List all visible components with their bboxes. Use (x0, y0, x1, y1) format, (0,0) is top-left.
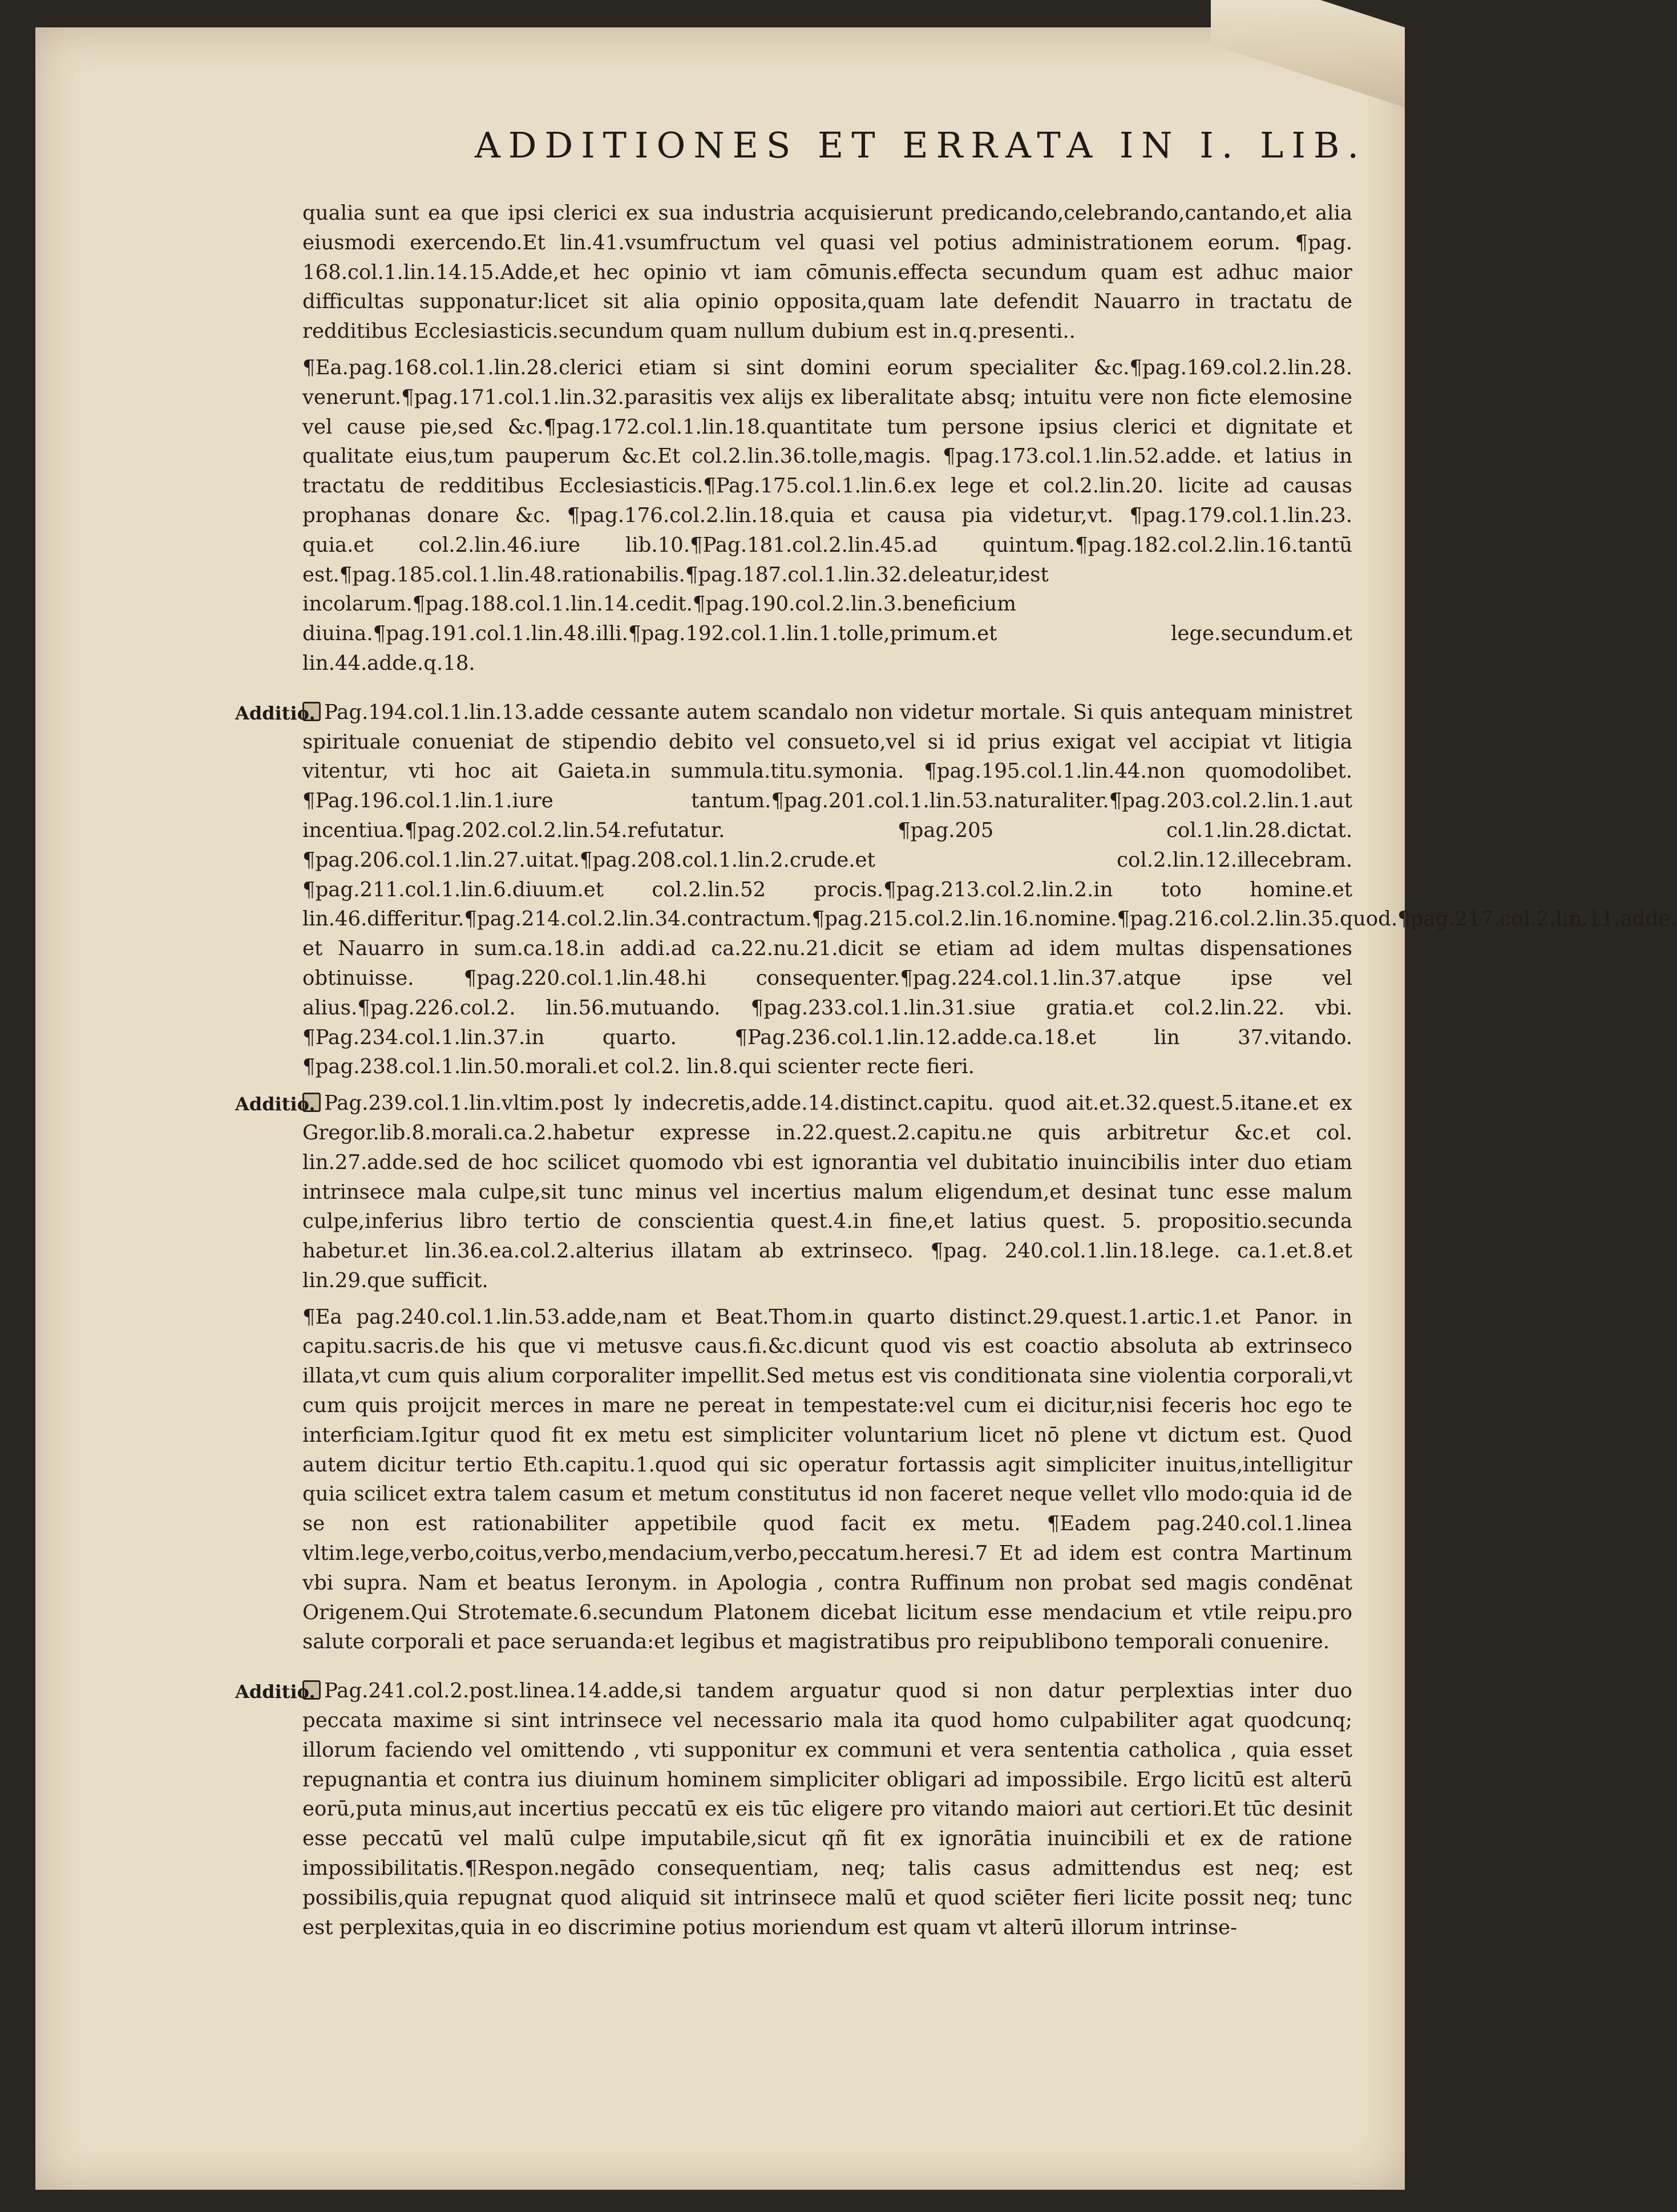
margin-label-additio: Additio. (235, 1093, 316, 1115)
addition-block-1 (235, 698, 1677, 1082)
opening-paragraph-2: ¶Ea.pag.168.col.1.lin.28.clerici etiam si sint domini eorum specialiter &c.¶pag.169.col.2.lin.28. venerunt.¶pag.171.col.1.lin.32.parasitis vex alijs ex liberalitate absq; intuitu vere non ficte elemosine vel cause pie,sed &c.¶pag.172.col.1.lin.18.quantitate tum persone ipsius clerici et dignitate et qualitate eius,tum pauperum &c.Et col.2.lin.36.tolle,magis. ¶pag.173.col.1.lin.52.adde. et latius in tractatu de redditibus Ecclesiasticis.¶Pag.175.col.1.lin.6.ex lege et col.2.lin.20. licite ad causas prophanas donare &c. ¶pag.176.col.2.lin.18.quia et causa pia videtur,vt. ¶pag.179.col.1.lin.23. quia.et col.2.lin.46.iure lib.10.¶Pag.181.col.2.lin.45.ad quintum.¶pag.182.col.2.lin.16.tantū est.¶pag.185.col.1.lin.48.rationabilis.¶pag.187.col.1.lin.32.deleatur,idest incolarum.¶pag.188.col.1.lin.14.cedit.¶pag.190.col.2.lin.3.beneficium diuina.¶pag.191.col.1.lin.48.illi.¶pag.192.col.1.lin.1.tolle,primum.et lege.secundum.et lin.44.adde.q.18. (302, 355, 1352, 675)
addition-text: Pag.241.col.2.post.linea.14.adde,si tandem arguatur quod si non datur perplextias inter duo peccata maxime si sint intrinsece vel necessario mala ita quod homo culpabiliter agat quodcunq; illorum faciendo vel omittendo , vti supponitur ex communi et vera sententia catholica , quia esset repugnantia et contra ius diuinum hominem simpliciter obligari ad impossibile. Ergo licitū est alterū eorū,puta minus,aut incertius peccatū ex eis tūc eligere pro vitando maiori aut certiori.Et tūc desinit esse peccatū vel malū culpe imputabile,sicut qñ fit ex ignorātia inuincibili et ex de ratione impossibilitatis.¶Respon.negādo consequentiam, neq; talis casus admittendus est neq; est possibilis,quia repugnat quod aliquid sit intrinsece malū et quod sciēter fieri licite possit neq; tunc est perplexitas,quia in eo discrimine potius moriendum est quam vt alterū illorum intrinse- (302, 1679, 1352, 1939)
margin-label-additio: Additio. (235, 1681, 316, 1703)
book-page (35, 27, 1677, 2190)
margin-label-additio: Additio. (235, 702, 316, 724)
addition-block-2 (235, 1089, 1352, 1657)
addition-paragraph (302, 1089, 1352, 1296)
addition-text: Pag.239.col.1.lin.vltim.post ly indecretis,adde.14.distinct.capitu. quod ait.et.32.quest.5.itane.et ex Gregor.lib.8.morali.ca.2.habetur expresse in.22.quest.2.capitu.ne quis arbitretur &c.et col. lin.27.adde.sed de hoc scilicet quomodo vbi est ignorantia vel dubitatio inuincibilis inter duo etiam intrinsece mala culpe,sit tunc minus vel incertius malum eligendum,et desinat tunc esse malum culpe,inferius libro tertio de conscientia quest.4.in fine,et latius quest. 5. propositio.secunda habetur.et lin.36.ea.col.2.alterius illatam ab extrinseco. ¶pag. 240.col.1.lin.18.lege. ca.1.et.8.et lin.29.que sufficit. (302, 1091, 1352, 1292)
addition-paragraph: ¶Ea pag.240.col.1.lin.53.adde,nam et Beat.Thom.in quarto distinct.29.quest.1.artic.1.et Panor. in capitu.sacris.de his que vi metusve caus.fi.&c.dicunt quod vis est coactio absoluta ab extrinseco illata,vt cum quis alium corporaliter impellit.Sed metus est vis conditionata sine violentia corporali,vt cum quis proijcit merces in mare ne pereat in tempestate:vel cum ei dicitur,nisi feceris hoc ego te interficiam.Igitur quod fit ex metu est simpliciter voluntarium licet nō plene vt dictum est. Quod autem dicitur tertio Eth.capitu.1.quod qui sic operatur fortassis agit simpliciter inuitus,intelligitur quia scilicet extra talem casum et metum constitutus id non faceret neque vellet vllo modo:quia id de se non est rationabiliter appetibile quod facit ex metu. ¶Eadem pag.240.col.1.linea vltim.lege,verbo,coitus,verbo,mendacium,verbo,peccatum.heresi.7 Et ad idem est contra Martinum vbi supra. Nam et beatus Ieronym. in Apologia , contra Ruffinum non probat sed magis condēnat Origenem.Qui Strotemate.6.secundum Platonem dicebat licitum esse mendacium et vtile reipu.pro salute corporali et pace seruanda:et legibus et magistratibus pro reipublibono temporali conuenire. (302, 1305, 1352, 1654)
opening-paragraph-1: qualia sunt ea que ipsi clerici ex sua industria acquisierunt predicando,celebrando,cantando,et alia eiusmodi exercendo.Et lin.41.vsumfructum vel quasi vel potius administrationem eorum. ¶pag. 168.col.1.lin.14.15.Adde,et hec opinio vt iam cōmunis.effecta secundum quam est adhuc maior difficultas supponatur:licet sit alia opinio opposita,quam late defendit Nauarro in tractatu de redditibus Ecclesiasticis.secundum quam nullum dubium est in.q.presenti.. (302, 201, 1352, 343)
addition-block-3 (235, 1676, 1352, 1942)
addition-paragraph (302, 1676, 1352, 1942)
addition-text: Pag.194.col.1.lin.13.adde cessante autem scandalo non videtur mortale. Si quis antequam ministret spirituale conueniat de stipendio debito vel consueto,vel si id prius exigat vel accipiat vt litigia vitentur, vti hoc ait Gaieta.in summula.titu.symonia. ¶pag.195.col.1.lin.44.non quomodolibet. ¶Pag.196.col.1.lin.1.iure tantum.¶pag.201.col.1.lin.53.naturaliter.¶pag.203.col.2.lin.1.aut incentiua.¶pag.202.col.2.lin.54.refutatur. ¶pag.205 col.1.lin.28.dictat. ¶pag.206.col.1.lin.27.uitat.¶pag.208.col.1.lin.2.crude.et col.2.lin.12.illecebram. ¶pag.211.col.1.lin.6.diuum.et col.2.lin.52 procis.¶pag.213.col.2.lin.2.in toto homine.et lin.46.differitur.¶pag.214.col.2.lin.34.contractum.¶pag.215.col.2.lin.16.nomine.¶pag.216.col.2.lin.35.quod.¶pag.217.col.2.lin.11.adde. et Nauarro in sum.ca.18.in addi.ad ca.22.nu.21.dicit se etiam ad idem multas dispensationes obtinuisse. ¶pag.220.col.1.lin.48.hi consequenter.¶pag.224.col.1.lin.37.atque ipse vel alius.¶pag.226.col.2. lin.56.mutuando. ¶pag.233.col.1.lin.31.siue gratia.et col.2.lin.22. vbi. ¶Pag.234.col.1.lin.37.in quarto. ¶Pag.236.col.1.lin.12.adde.ca.18.et lin 37.vitando. ¶pag.238.col.1.lin.50.morali.et col.2. lin.8.qui scienter recte fieri. (302, 700, 1677, 1079)
page-body (235, 199, 1677, 1942)
addition-paragraph (302, 698, 1677, 1082)
page-header: ADDITIONES ET ERRATA IN I. LIB. (475, 124, 1367, 166)
folded-corner (1211, 0, 1405, 107)
